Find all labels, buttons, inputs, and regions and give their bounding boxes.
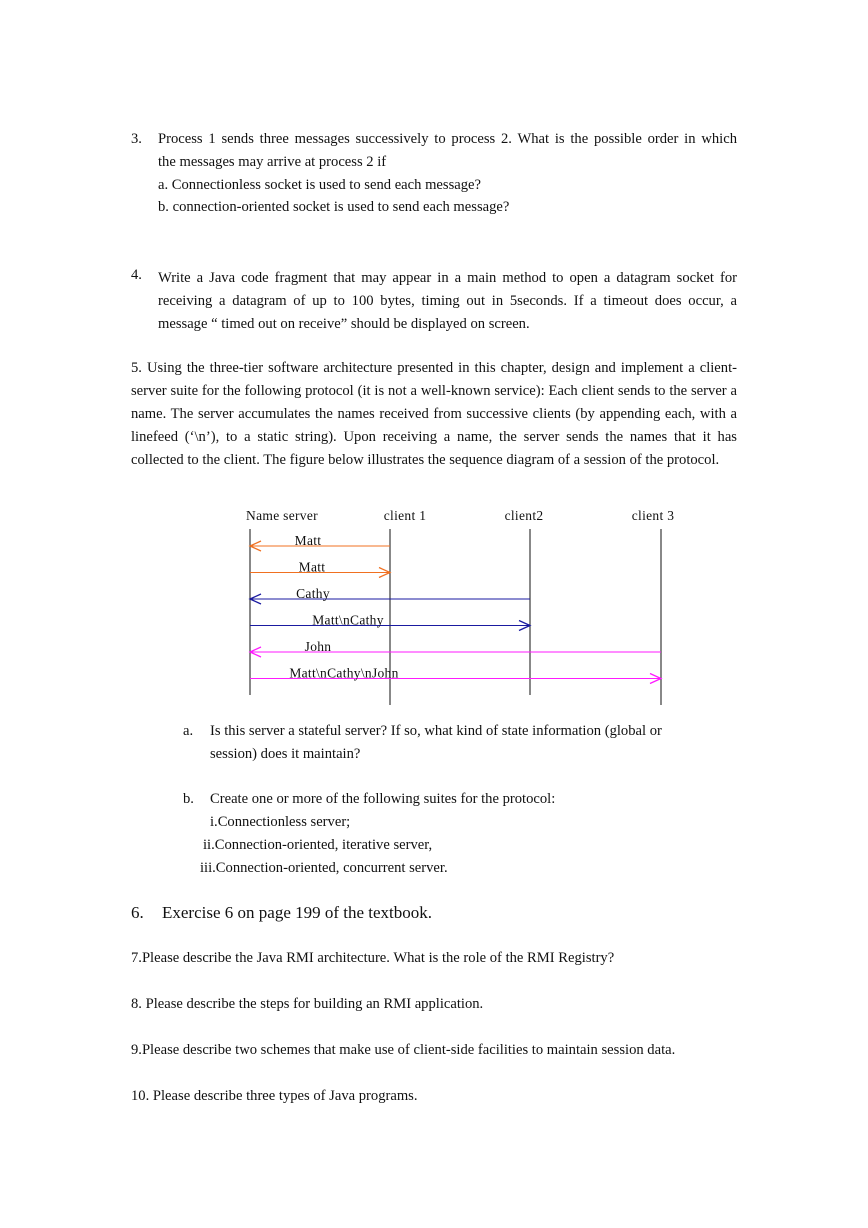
question-3-option-a: a. Connectionless socket is used to send each message? — [158, 177, 482, 193]
question-7-text: 7.Please describe the Java RMI architecture. What is the role of the RMI Registry? — [131, 950, 615, 966]
participant-client-3: client 3 — [631, 508, 675, 523]
part-b-item-2: ii.Connection-oriented, iterative server, — [203, 837, 433, 853]
question-3-number: 3. — [131, 131, 142, 147]
message-label: Matt — [298, 559, 326, 575]
part-b-item-1: i.Connectionless server; — [210, 814, 351, 830]
part-a-letter: a. — [183, 723, 194, 739]
question-10-text: 10. Please describe three types of Java programs. — [131, 1088, 418, 1104]
question-3-option-b: b. connection-oriented socket is used to send each message? — [158, 199, 510, 215]
part-b-letter: b. — [183, 791, 194, 807]
question-3-line2: the messages may arrive at process 2 if — [158, 154, 387, 170]
part-a-line2: session) does it maintain? — [210, 746, 361, 762]
question-6-number: 6. — [131, 903, 144, 922]
message-label: Matt\nCathy — [312, 612, 384, 628]
question-4-text: Write a Java code fragment that may appear in a main method to open a datagram socket for receiving a datagram of up to 100 bytes, timing out in 5seconds. If a timeout does occur, a message “ timed out on receive” should be displayed on screen. — [158, 270, 737, 332]
part-a-line1: Is this server a stateful server? If so, what kind of state information (global or — [210, 723, 662, 739]
participant-client2: client2 — [504, 508, 544, 523]
participant-client-1: client 1 — [383, 508, 427, 523]
question-5-text: 5. Using the three-tier software architecture presented in this chapter, design and implement a client-server suite for the following protocol (it is not a well-known service): Each client sends to the server a name. The server accumulates the names received from successive clients (by appending each, with a linefeed (‘\n’), to a static string). Upon receiving a name, the server sends the names that it has collected to the client. The figure below illustrates the sequence diagram of a session of the protocol. — [131, 360, 737, 468]
question-9-text: 9.Please describe two schemes that make use of client-side facilities to maintain session data. — [131, 1042, 676, 1058]
part-b-line1: Create one or more of the following suites for the protocol: — [210, 791, 556, 807]
participant-name-server: Name server — [246, 508, 318, 523]
message-label: Cathy — [296, 586, 330, 601]
part-b-item-3: iii.Connection-oriented, concurrent server. — [200, 860, 448, 876]
question-3-line1: Process 1 sends three messages successively to process 2. What is the possible order in which — [158, 131, 737, 147]
message-label: Matt — [294, 533, 322, 548]
question-8-text: 8. Please describe the steps for building an RMI application. — [131, 996, 484, 1012]
message-label: Matt\nCathy\nJohn — [289, 665, 399, 681]
message-label: John — [304, 639, 332, 654]
question-6-text: Exercise 6 on page 199 of the textbook. — [162, 903, 433, 922]
sequence-diagram — [230, 505, 690, 710]
question-4-number: 4. — [131, 267, 142, 283]
